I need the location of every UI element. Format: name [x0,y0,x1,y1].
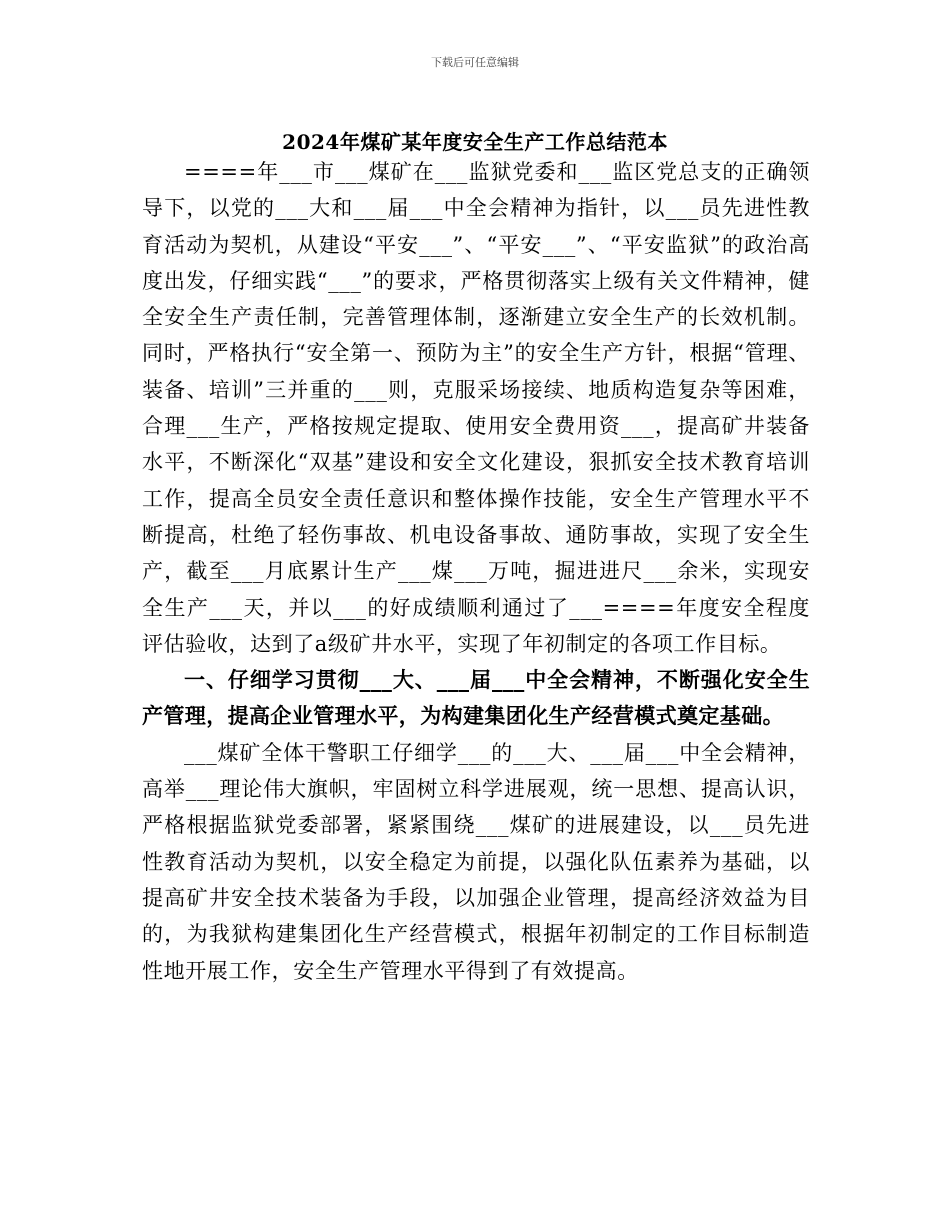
paragraph-intro: ====年___市___煤矿在___监狱党委和___监区党总支的正确领导下，以党的___大和___届___中全会精神为指针，以___员先进性教育活动为契机，从建设“平安___”、“平安___”、“平安监狱”的政治高度出发，仔细实践“___”的要求，严格贯彻落实上级有关文件精神，健全安全生产责任制，完善管理体制，逐渐建立安全生产的长效机制。同时，严格执行“安全第一、预防为主”的安全生产方针，根据“管理、装备、培训”三并重的___则，克服采场接续、地质构造复杂等困难，合理___生产，严格按规定提取、使用安全费用资___，提高矿井装备水平，不断深化“双基”建设和安全文化建设，狠抓安全技术教育培训工作，提高全员安全责任意识和整体操作技能，安全生产管理水平不断提高，杜绝了轻伤事故、机电设备事故、通防事故，实现了安全生产，截至___月底累计生产___煤___万吨，掘进进尺___余米，实现安全生产___天，并以___的好成绩顺利通过了___====年度安全程度评估验收，达到了a级矿井水平，实现了年初制定的各项工作目标。 [142,160,810,656]
document-body [142,154,810,989]
header-note: 下载后可任意编辑 [431,56,519,69]
paragraph-section-1: ___煤矿全体干警职工仔细学___的___大、___届___中全会精神，高举___理论伟大旗帜，牢固树立科学进展观，统一思想、提高认识，严格根据监狱党委部署，紧紧围绕___煤矿的进展建设，以___员先进性教育活动为契机，以安全稳定为前提，以强化队伍素养为基础，以提高矿井安全技术装备为手段，以加强企业管理，提高经济效益为目的，为我狱构建集团化生产经营模式，根据年初制定的工作目标制造性地开展工作，安全生产管理水平得到了有效提高。 [142,740,810,983]
document-title: 2024年煤矿某年度安全生产工作总结范本 [282,130,668,154]
section-heading-1: 一、仔细学习贯彻___大、___届___中全会精神，不断强化安全生产管理，提高企业管理水平，为构建集团化生产经营模式奠定基础。 [142,668,810,729]
